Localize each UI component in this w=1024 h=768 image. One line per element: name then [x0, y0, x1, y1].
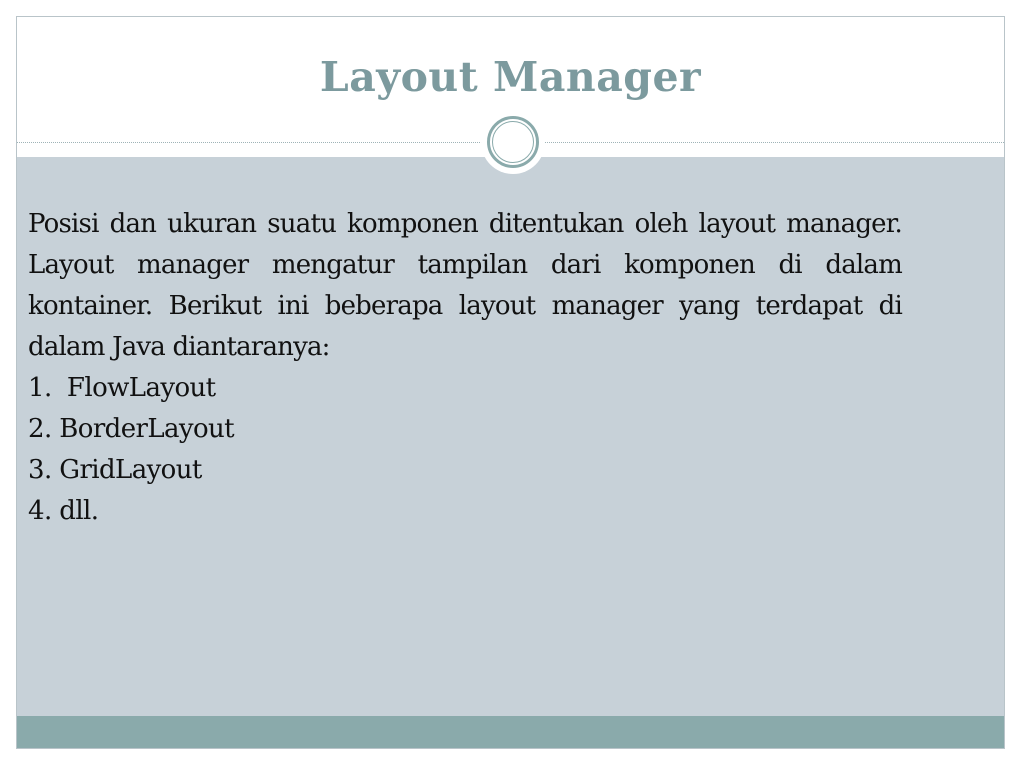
- list-item: 1. FlowLayout: [28, 373, 216, 403]
- list-item: 4. dll.: [28, 496, 99, 526]
- footer-bar: [17, 716, 1004, 749]
- list-item: 3. GridLayout: [28, 455, 202, 485]
- inner-ring-icon: [492, 121, 534, 163]
- list-item: 2. BorderLayout: [28, 414, 235, 444]
- slide-title: Layout Manager: [319, 53, 702, 101]
- layout-list: [28, 368, 902, 532]
- body-paragraph: Posisi dan ukuran suatu komponen ditentukan oleh layout manager. Layout manager mengatur tampilan dari komponen di dalam kontainer. Berikut ini beberapa layout manager yang terdapat di dalam Java diantaranya:: [28, 209, 902, 362]
- slide-body: [28, 204, 902, 532]
